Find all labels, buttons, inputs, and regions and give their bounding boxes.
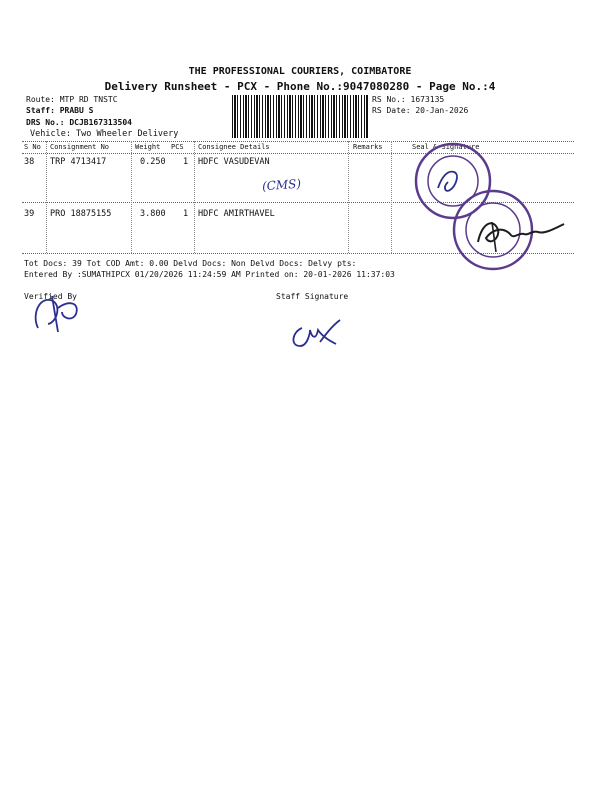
row-pcs: 1: [183, 157, 189, 167]
row-consignment: PRO 18875155: [50, 209, 112, 219]
verifier-signature: [28, 288, 88, 338]
col-divider: [131, 141, 132, 253]
row-weight: 0.250: [140, 157, 166, 167]
staff-signature-label: Staff Signature: [276, 292, 349, 301]
totals-line: Tot Docs: 39 Tot COD Amt: 0.00 Delvd Docs: Non Delvd Docs: Delvy pts:: [24, 259, 357, 268]
runsheet-subtitle: Delivery Runsheet - PCX - Phone No.:9047080280 - Page No.:4: [104, 80, 496, 93]
staff-signature: [288, 316, 348, 356]
verified-by-label: Verified By: [24, 292, 77, 301]
col-header-consignee: Consignee Details: [198, 143, 270, 151]
col-divider: [194, 141, 195, 253]
drs-label: DRS No.: DCJB167313504: [26, 118, 132, 127]
col-header-seal: Seal & Signature: [412, 143, 480, 151]
rs-date: RS Date: 20-Jan-2026: [372, 106, 469, 115]
vehicle-label: Vehicle: Two Wheeler Delivery: [30, 129, 179, 139]
staff-label: Staff: PRABU S: [26, 106, 94, 115]
route-label: Route: MTP RD TNSTC: [26, 95, 118, 104]
row-sno: 38: [24, 157, 35, 167]
rs-number: RS No.: 1673135: [372, 95, 445, 104]
row-weight: 3.800: [140, 209, 166, 219]
consignee-signature: [472, 212, 572, 257]
company-title: THE PROFESSIONAL COURIERS, COIMBATORE: [188, 66, 412, 77]
col-header-sno: S No: [24, 143, 41, 151]
col-header-remarks: Remarks: [353, 143, 383, 151]
col-divider: [391, 141, 392, 253]
col-header-pcs: PCS: [171, 143, 184, 151]
row-consignee: HDFC AMIRTHAVEL: [198, 209, 275, 219]
row-consignee: HDFC VASUDEVAN: [198, 157, 270, 167]
entered-by-line: Entered By :SUMATHIPCX 01/20/2026 11:24:59 AM Printed on: 20-01-2026 11:37:03: [24, 270, 395, 279]
col-header-weight: Weight: [135, 143, 161, 151]
row-pcs: 1: [183, 209, 189, 219]
col-divider: [46, 141, 47, 253]
row-consignment: TRP 4713417: [50, 157, 107, 167]
row-sno: 39: [24, 209, 35, 219]
col-header-consignment: Consignment No: [50, 143, 110, 151]
handwritten-cms-note: (CMS): [261, 176, 302, 194]
barcode: [232, 95, 369, 138]
col-divider: [348, 141, 349, 253]
